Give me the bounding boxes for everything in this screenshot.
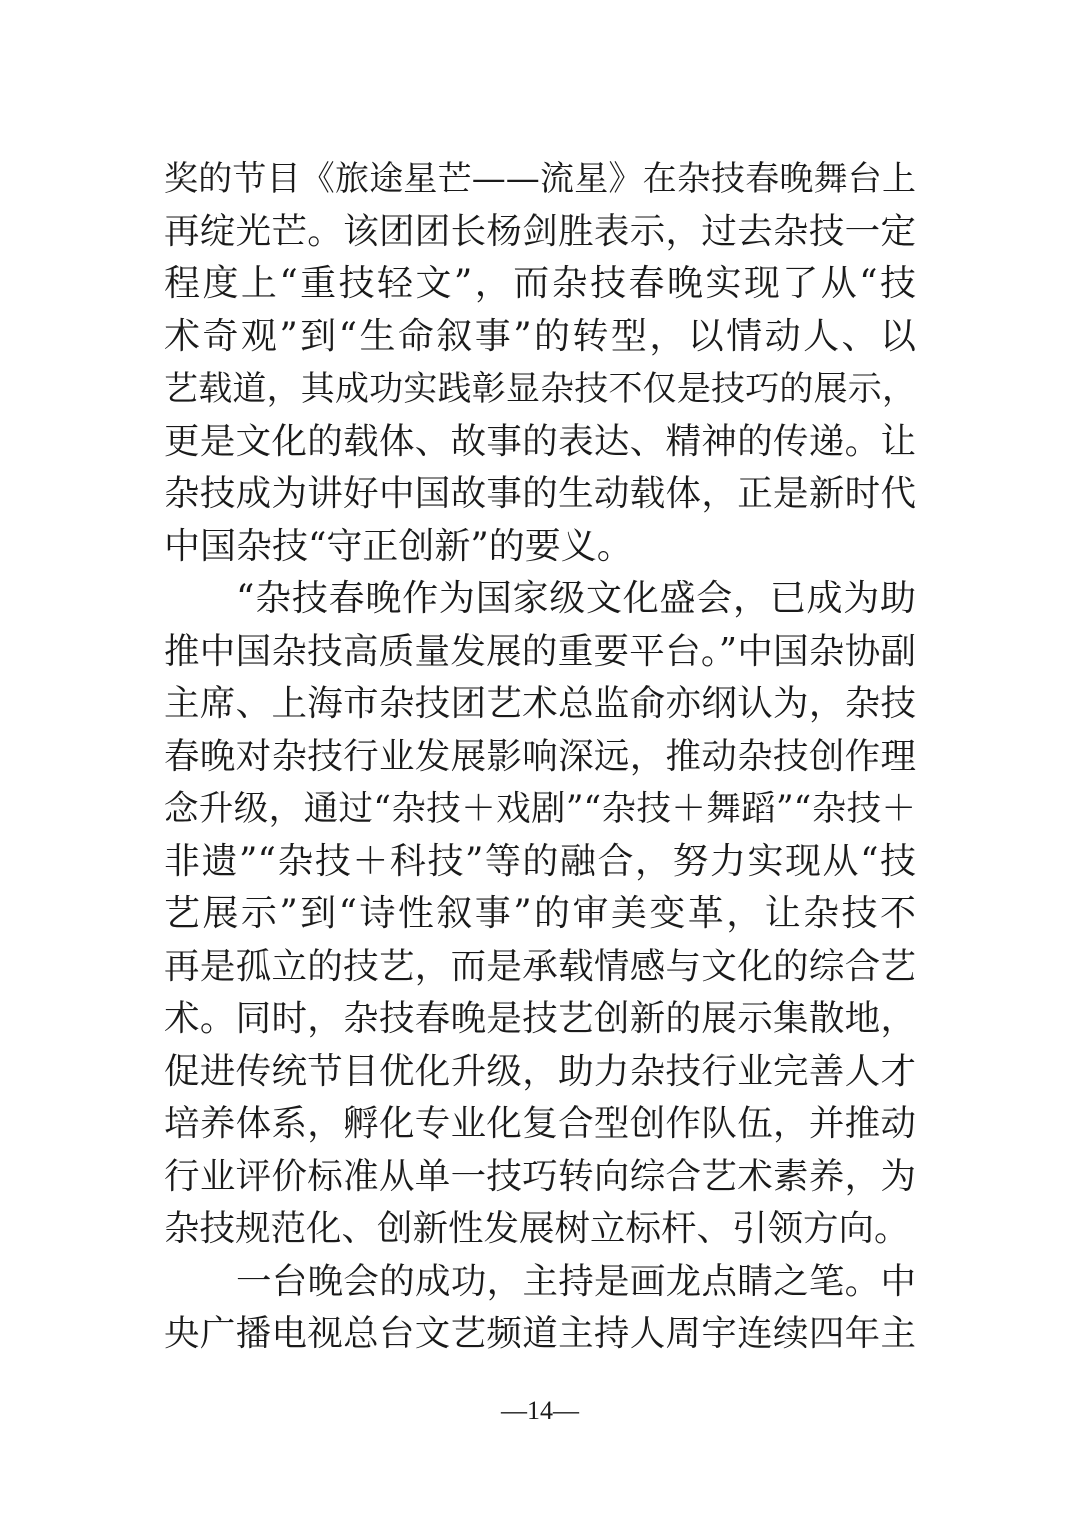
text-line-paragraph-start: 一台晚会的成功，主持是画龙点睛之笔。中 (236, 1260, 916, 1302)
text-line: 奖的节目《旅途星芒——流星》在杂技春晚舞台上 (164, 159, 916, 199)
text-line: 杂技规范化、创新性发展树立标杆、引领方向。 (164, 1208, 910, 1249)
text-line: 春晚对杂技行业发展影响深远，推动杂技创作理 (164, 735, 916, 777)
text-line: 艺载道，其成功实践彰显杂技不仅是技巧的展示， (164, 369, 916, 409)
body-text (164, 153, 916, 1361)
text-line: 培养体系，孵化专业化复合型创作队伍，并推动 (164, 1103, 916, 1144)
text-line-paragraph-start: “杂技春晚作为国家级文化盛会，已成为助 (236, 578, 916, 619)
text-line: 更是文化的载体、故事的表达、精神的传递。让 (164, 420, 916, 462)
text-line: 再绽光芒。该团团长杨剑胜表示，过去杂技一定 (164, 210, 916, 252)
text-line: 杂技成为讲好中国故事的生动载体，正是新时代 (164, 473, 916, 514)
text-line: 念升级，通过“杂技＋戏剧”“杂技＋舞蹈”“杂技＋ (164, 789, 916, 829)
text-line: 行业评价标准从单一技巧转向综合艺术素养，为 (164, 1155, 916, 1197)
text-line: 央广播电视总台文艺频道主持人周宇连续四年主 (164, 1313, 916, 1354)
text-line: 再是孤立的技艺，而是承载情感与文化的综合艺 (164, 945, 916, 987)
text-line: 中国杂技“守正创新”的要义。 (164, 525, 633, 567)
text-line: 非遗”“杂技＋科技”等的融合，努力实现从“技 (164, 840, 916, 882)
text-line: 促进传统节目优化升级，助力杂技行业完善人才 (164, 1050, 916, 1092)
page-number: —14— (501, 1396, 579, 1425)
text-line: 术。同时，杂技春晚是技艺创新的展示集散地， (164, 998, 916, 1039)
text-line: 推中国杂技高质量发展的重要平台。”中国杂协副 (164, 630, 916, 672)
text-line: 术奇观”到“生命叙事”的转型，以情动人、以 (164, 315, 916, 357)
text-line: 主席、上海市杂技团艺术总监俞亦纲认为，杂技 (164, 683, 916, 724)
text-line: 程度上“重技轻文”，而杂技春晚实现了从“技 (164, 263, 916, 304)
text-line: 艺展示”到“诗性叙事”的审美变革，让杂技不 (164, 893, 916, 934)
